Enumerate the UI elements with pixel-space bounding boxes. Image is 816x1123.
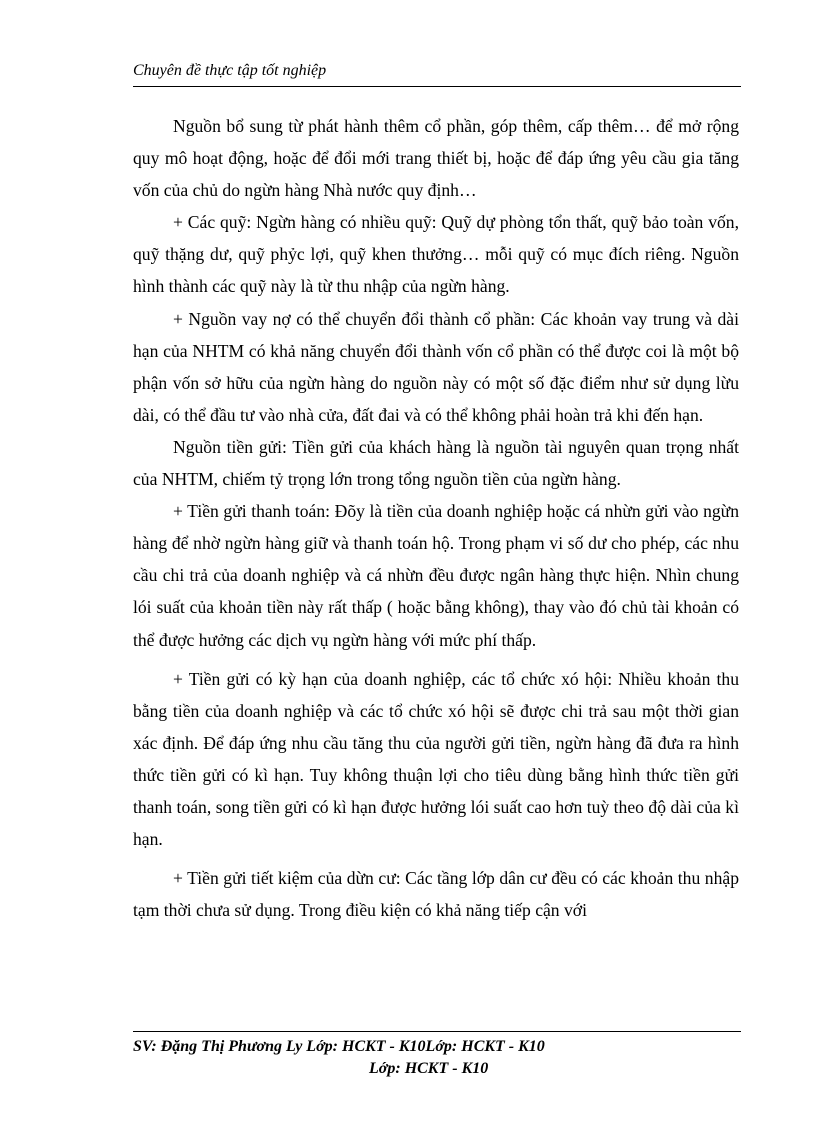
paragraph: + Tiền gửi thanh toán: Đõy là tiền của doanh nghiệp hoặc cá nhừn gửi vào ngừn hàng để nhờ ngừn hàng giữ và thanh toán hộ. Trong phạm vi số dư cho phép, các nhu cầu chi trả của doanh nghiệp và cá nhừn đều được ngân hàng thực hiện. Nhìn chung lói suất của khoản tiền này rất thấp ( hoặc bằng không), thay vào đó chủ tài khoản có thể được hưởng các dịch vụ ngừn hàng với mức phí thấp. (133, 501, 739, 650)
paragraph: Nguồn bổ sung từ phát hành thêm cổ phần, góp thêm, cấp thêm… để mở rộng quy mô hoạt động, hoặc để đổi mới trang thiết bị, hoặc để đáp ứng yêu cầu gia tăng vốn của chủ do ngừn hàng Nhà nước quy định… (133, 116, 739, 201)
paragraph: + Các quỹ: Ngừn hàng có nhiều quỹ: Quỹ dự phòng tổn thất, quỹ bảo toàn vốn, quỹ thặng dư, quỹ phỷc lợi, quỹ khen thưởng… mỗi quỹ có mục đích riêng. Nguồn hình thành các quỹ này là từ thu nhập của ngừn hàng. (133, 212, 739, 297)
footer-student-line: SV: Đặng Thị Phương Ly Lớp: HCKT - K10Lớp: HCKT - K10 (133, 1038, 545, 1055)
paragraph: + Tiền gửi tiết kiệm của dừn cư: Các tầng lớp dân cư đều có các khoản thu nhập tạm thời chưa sử dụng. Trong điều kiện có khả năng tiếp cận với (133, 868, 739, 921)
paragraph: + Tiền gửi có kỳ hạn của doanh nghiệp, các tổ chức xó hội: Nhiều khoản thu bằng tiền của doanh nghiệp và các tổ chức xó hội sẽ được chi trả sau một thời gian xác định. Để đáp ứng nhu cầu tăng thu của người gửi tiền, ngừn hàng đã đưa ra hình thức tiền gửi có kì hạn. Tuy không thuận lợi cho tiêu dùng bằng hình thức tiền gửi thanh toán, song tiền gửi có kì hạn được hưởng lói suất cao hơn tuỳ theo độ dài của kì hạn. (133, 668, 739, 850)
document-body (133, 110, 739, 926)
paragraph: + Nguồn vay nợ có thể chuyển đổi thành cổ phần: Các khoản vay trung và dài hạn của NHTM có khả năng chuyển đổi thành vốn cổ phần có thể được coi là một bộ phận vốn sở hữu của ngừn hàng do nguồn này có một số đặc điểm như sử dụng lừu dài, có thể đầu tư vào nhà cửa, đất đai và có thể không phải hoàn trả khi đến hạn. (133, 308, 739, 425)
page-header-title: Chuyên đề thực tập tốt nghiệp (133, 62, 327, 79)
page-footer (133, 1036, 741, 1080)
footer-divider (133, 1031, 741, 1032)
paragraph: Nguồn tiền gửi: Tiền gửi của khách hàng là nguồn tài nguyên quan trọng nhất của NHTM, chiếm tỷ trọng lớn trong tổng nguồn tiền của ngừn hàng. (133, 436, 739, 490)
header-divider (133, 86, 741, 87)
footer-class-line: Lớp: HCKT - K10 (369, 1060, 489, 1077)
